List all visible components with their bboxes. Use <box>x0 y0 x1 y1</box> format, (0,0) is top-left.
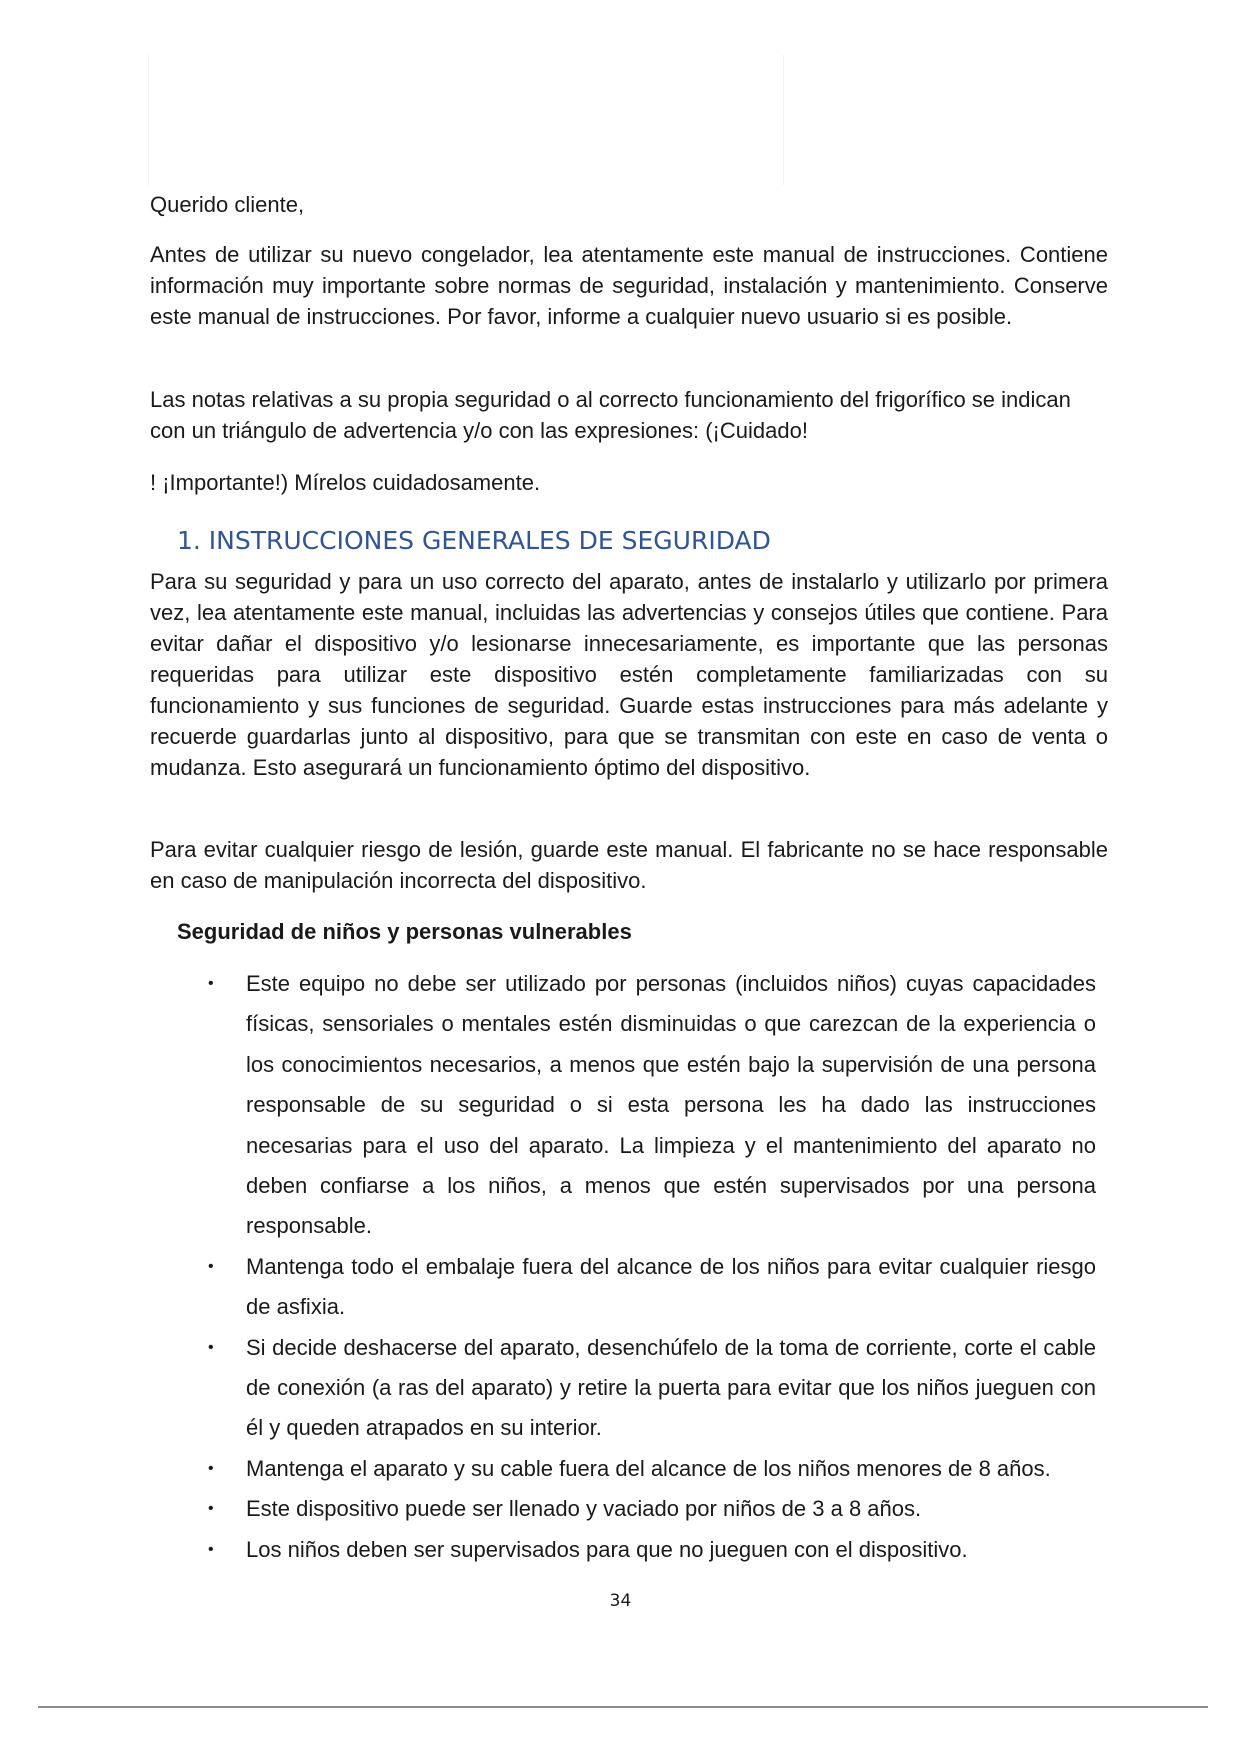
list-item-text: Mantenga todo el embalaje fuera del alcance de los niños para evitar cualquier riesgo de asfixia. <box>246 1253 1096 1320</box>
list-item-text: Los niños deben ser supervisados para que no jueguen con el dispositivo. <box>246 1536 968 1562</box>
bullet-icon: • <box>208 1459 214 1477</box>
list-item <box>0 964 1096 1247</box>
list-item <box>0 1530 1096 1570</box>
list-item-text: Este equipo no debe ser utilizado por personas (incluidos niños) cuyas capacidades físicas, sensoriales o mentales estén disminuidas o que carezcan de la experiencia o los conocimientos necesarios, a menos que estén bajo la supervisión de una persona responsable de su seguridad o si esta persona les ha dado las instrucciones necesarias para el uso del aparato. La limpieza y el mantenimiento del aparato no deben confiarse a los niños, a menos que estén supervisados por una persona responsable. <box>246 971 1096 1239</box>
section-heading: 1. INSTRUCCIONES GENERALES DE SEGURIDAD <box>177 526 771 555</box>
list-item <box>0 1489 1096 1529</box>
notes-paragraph: Las notas relativas a su propia seguridad o al correcto funcionamiento del frigorífico se indican con un triángulo de advertencia y/o con las expresiones: (¡Cuidado! <box>150 387 1071 443</box>
footer-divider <box>38 1706 1208 1708</box>
list-item <box>0 1247 1096 1328</box>
subsection-heading: Seguridad de niños y personas vulnerables <box>177 919 632 944</box>
bullet-icon: • <box>208 975 214 992</box>
list-item-text: Este dispositivo puede ser llenado y vaciado por niños de 3 a 8 años. <box>246 1496 922 1522</box>
list-item-text: Mantenga el aparato y su cable fuera del alcance de los niños menores de 8 años. <box>246 1455 1051 1481</box>
bullet-icon: • <box>208 1257 214 1275</box>
scan-artifact-line-right <box>783 55 784 185</box>
bullet-icon: • <box>208 1338 214 1356</box>
list-item <box>0 1449 1096 1489</box>
bullet-icon: • <box>208 1500 214 1518</box>
intro-paragraph: Antes de utilizar su nuevo congelador, lea atentamente este manual de instrucciones. Contiene información muy importante sobre normas de seguridad, instalación y mantenimiento. Conserve este manual de instrucciones. Por favor, informe a cualquier nuevo usuario si es posible. <box>150 242 1108 329</box>
important-paragraph: ! ¡Importante!) Mírelos cuidadosamente. <box>150 470 541 495</box>
list-item-text: Si decide deshacerse del aparato, desenchúfelo de la toma de corriente, corte el cable de conexión (a ras del aparato) y retire la puerta para evitar que los niños jueguen con él y queden atrapados en su interior. <box>246 1334 1096 1441</box>
scan-artifact-line-left <box>148 55 149 185</box>
manual-paragraph: Para evitar cualquier riesgo de lesión, guarde este manual. El fabricante no se hace responsable en caso de manipulación incorrecta del dispositivo. <box>150 837 1108 893</box>
safety-paragraph: Para su seguridad y para un uso correcto del aparato, antes de instalarlo y utilizarlo por primera vez, lea atentamente este manual, incluidas las advertencias y consejos útiles que contiene. Para evitar dañar el dispositivo y/o lesionarse innecesariamente, es importante que las personas requeridas para utilizar este dispositivo estén completamente familiarizadas con su funcionamiento y sus funciones de seguridad. Guarde estas instrucciones para más adelante y recuerde guardarlas junto al dispositivo, para que se transmitan con este en caso de venta o mudanza. Esto asegurará un funcionamiento óptimo del dispositivo. <box>150 569 1108 780</box>
salutation: Querido cliente, <box>150 192 305 217</box>
page-number: 34 <box>609 1591 632 1611</box>
list-item <box>0 1328 1096 1449</box>
bullet-icon: • <box>208 1540 214 1558</box>
safety-bullet-list <box>0 964 1241 1570</box>
